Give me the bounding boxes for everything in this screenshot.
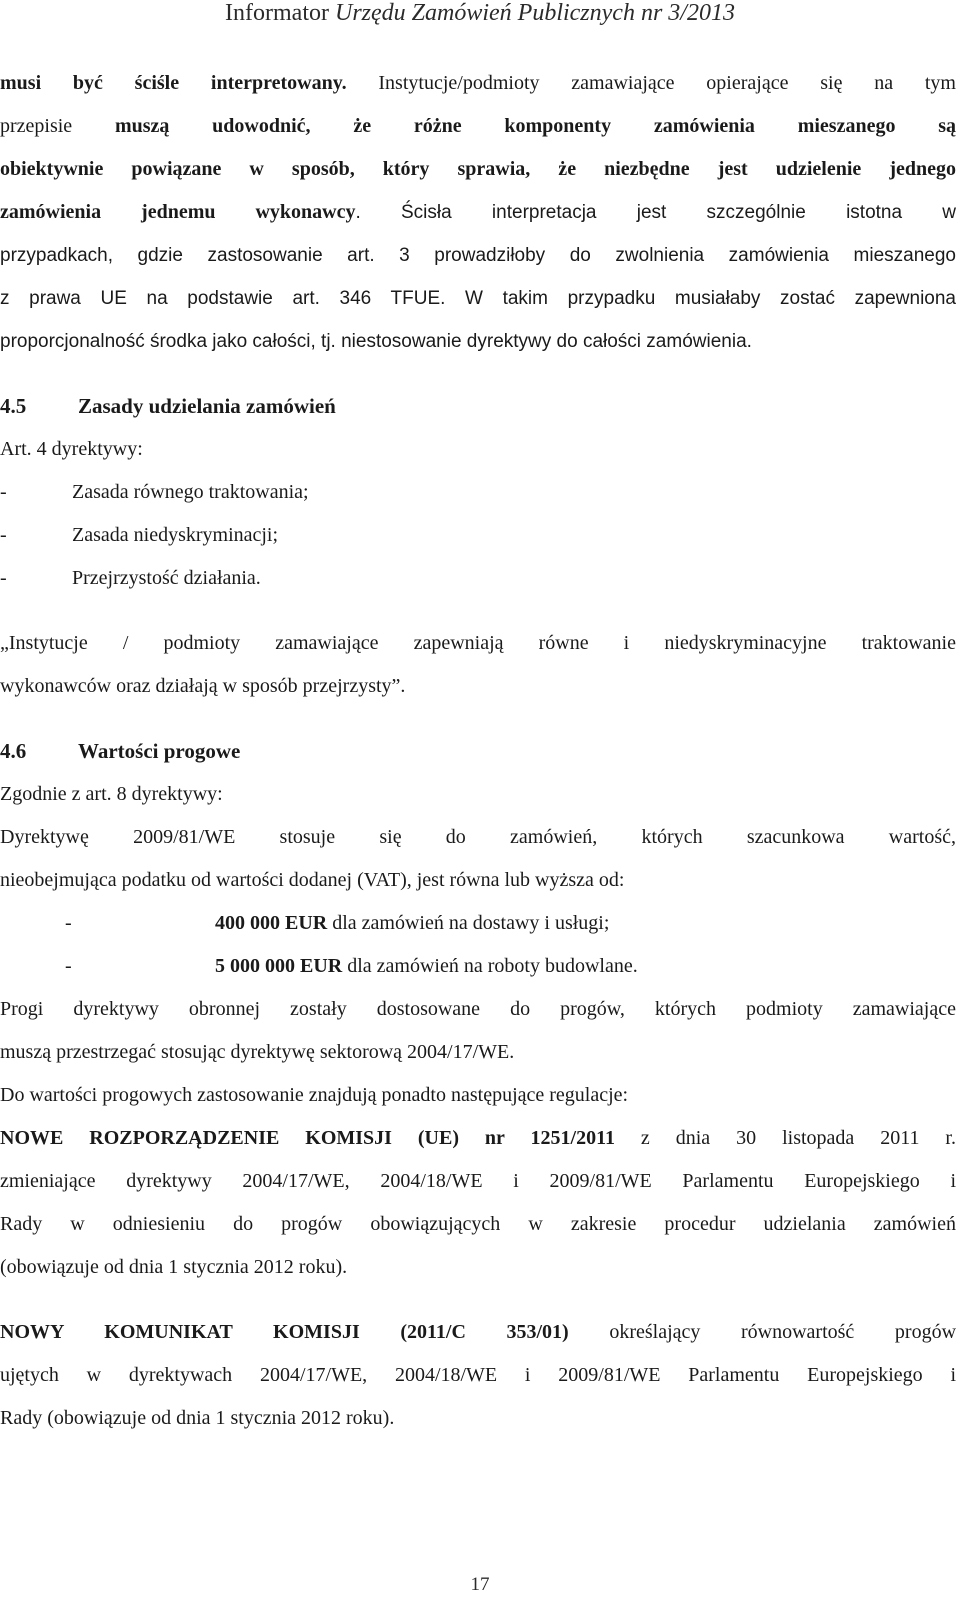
section-heading — [0, 730, 956, 773]
running-header — [0, 0, 960, 26]
dash-bullet: - — [65, 955, 72, 977]
text-span: proporcjonalność środka jako całości, tj. niestosowanie dyrektywy do całości zamówienia. — [0, 331, 752, 352]
text-line — [0, 148, 956, 191]
text-line: Zgodnie z art. 8 dyrektywy: — [0, 783, 223, 805]
dash-bullet: - — [0, 481, 7, 503]
text-span: przypadkach, gdzie zastosowanie art. 3 prowadziłoby do zwolnienia zamówienia mieszanego — [0, 245, 956, 266]
text-line: (obowiązuje od dnia 1 stycznia 2012 roku). — [0, 1256, 348, 1278]
text-line: zmieniające dyrektywy 2004/17/WE, 2004/18/WE i 2009/81/WE Parlamentu Europejskiego i — [0, 1170, 956, 1192]
bold-text: muszą udowodnić, że różne komponenty zamówienia mieszanego są — [114, 115, 956, 137]
header-title-prefix: Informator — [225, 0, 335, 26]
text-line: Rady w odniesieniu do progów obowiązujących w zakresie procedur udzielania zamówień — [0, 1213, 956, 1235]
threshold-item — [0, 945, 956, 988]
text-line: Art. 4 dyrektywy: — [0, 438, 143, 460]
text-line: Progi dyrektywy obronnej zostały dostosowane do progów, których podmioty zamawiające — [0, 998, 956, 1020]
list-item — [0, 557, 956, 600]
text-span: z dnia 30 listopada 2011 r. — [614, 1127, 956, 1149]
page-content — [0, 62, 956, 1440]
text-line — [0, 62, 956, 105]
text-line: Rady (obowiązuje od dnia 1 stycznia 2012 roku). — [0, 1407, 395, 1429]
quote-line: „Instytucje / podmioty zamawiające zapewniają równe i niedyskryminacyjne traktowanie — [0, 632, 956, 654]
text-line: Do wartości progowych zastosowanie znajdują ponadto następujące regulacje: — [0, 1084, 629, 1106]
regulation-title: NOWY KOMUNIKAT KOMISJI (2011/C 353/01) — [0, 1321, 569, 1343]
regulation-title: NOWE ROZPORZĄDZENIE KOMISJI (UE) nr 1251/2011 — [0, 1127, 615, 1149]
text-span: przepisie — [0, 115, 115, 137]
text-span: z prawa UE na podstawie art. 346 TFUE. W takim przypadku musiałaby zostać zapewniona — [0, 288, 956, 309]
threshold-text: dla zamówień na roboty budowlane. — [342, 955, 638, 977]
paragraph-interpretation — [0, 62, 956, 363]
section-title: Wartości progowe — [78, 739, 241, 763]
text-line: nieobejmująca podatku od wartości dodanej (VAT), jest równa lub wyższa od: — [0, 869, 625, 891]
spacer — [0, 363, 956, 385]
text-line: ujętych w dyrektywach 2004/17/WE, 2004/18/WE i 2009/81/WE Parlamentu Europejskiego i — [0, 1364, 956, 1386]
quote-line: wykonawców oraz działają w sposób przejrzysty”. — [0, 675, 406, 697]
list-item-text: Przejrzystość działania. — [72, 567, 261, 589]
threshold-text: dla zamówień na dostawy i usługi; — [327, 912, 610, 934]
dash-bullet: - — [65, 912, 72, 934]
text-line — [0, 234, 956, 277]
text-line — [0, 105, 956, 148]
section-title: Zasady udzielania zamówień — [78, 394, 336, 418]
section-4-6 — [0, 730, 956, 1440]
text-line — [0, 191, 956, 234]
text-line — [0, 277, 956, 320]
spacer — [0, 1289, 956, 1311]
section-number: 4.5 — [0, 394, 27, 418]
section-heading — [0, 385, 956, 428]
dash-bullet: - — [0, 524, 7, 546]
header-title-italic: Urzędu Zamówień Publicznych nr 3/2013 — [334, 0, 735, 26]
text-line — [0, 320, 956, 363]
threshold-item — [0, 902, 956, 945]
regulation-line — [0, 1311, 956, 1354]
spacer — [0, 708, 956, 730]
bold-text: musi być ściśle interpretowany. — [0, 72, 347, 94]
threshold-amount: 5 000 000 EUR — [215, 955, 343, 977]
section-number: 4.6 — [0, 739, 27, 763]
text-line: Dyrektywę 2009/81/WE stosuje się do zamówień, których szacunkowa wartość, — [0, 826, 956, 848]
bold-text: zamówienia jednemu wykonawcy — [0, 201, 356, 223]
text-line: muszą przestrzegać stosując dyrektywę sektorową 2004/17/WE. — [0, 1041, 515, 1063]
list-item-text: Zasada równego traktowania; — [72, 481, 309, 503]
threshold-amount: 400 000 EUR — [215, 912, 328, 934]
list-item-text: Zasada niedyskryminacji; — [72, 524, 279, 546]
section-4-5 — [0, 385, 956, 708]
bold-text: obiektywnie powiązane w sposób, który sprawia, że niezbędne jest udzielenie jednego — [0, 158, 956, 180]
page-number: 17 — [470, 1574, 490, 1595]
spacer — [0, 600, 956, 622]
text-span: . Ścisła interpretacja jest szczególnie istotna w — [355, 202, 956, 223]
text-span: określający równowartość progów — [568, 1321, 956, 1343]
regulation-line — [0, 1117, 956, 1160]
list-item — [0, 471, 956, 514]
text-span: Instytucje/podmioty zamawiające opierające się na tym — [346, 72, 956, 94]
dash-bullet: - — [0, 567, 7, 589]
list-item — [0, 514, 956, 557]
